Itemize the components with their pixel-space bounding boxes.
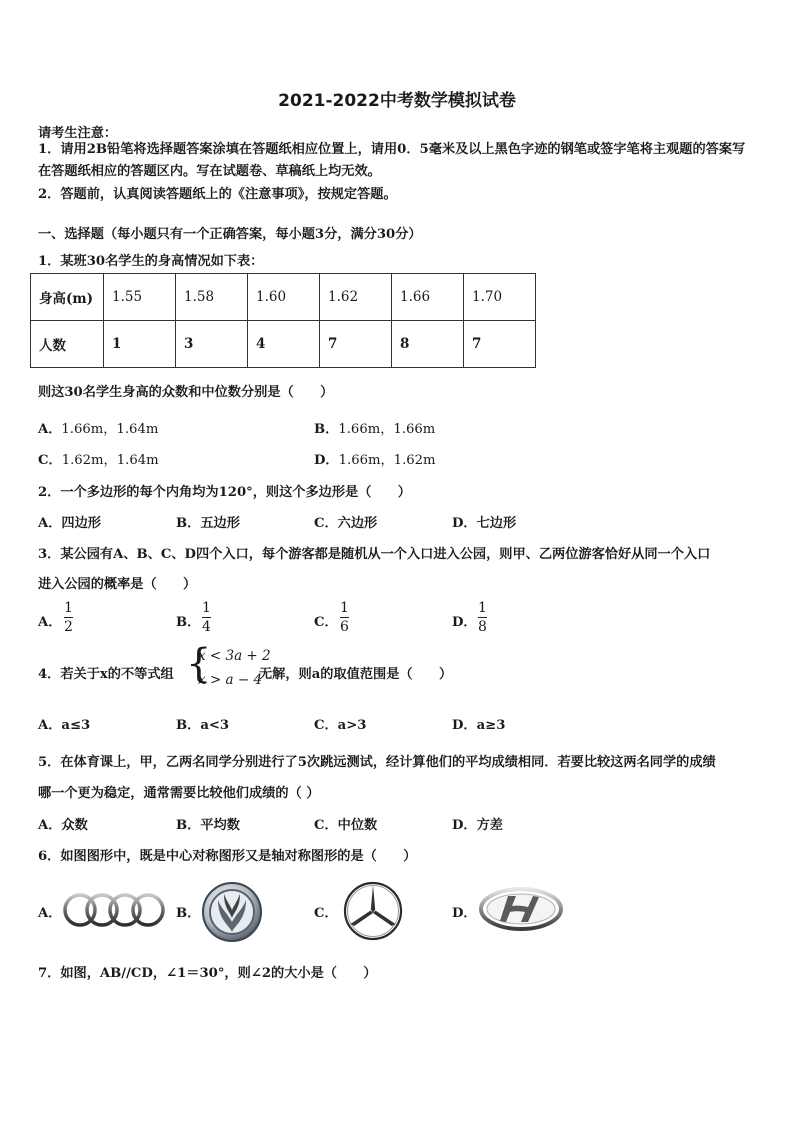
notice-header: 请考生注意： (38, 126, 118, 141)
notice-item-2: 2．答题前，认真阅读答题纸上的《注意事项》，按规定答题。 (38, 187, 397, 202)
q3-option-c-fraction (340, 600, 349, 635)
q5-option-c[interactable]: C．中位数 (314, 818, 378, 833)
q3-option-c-label[interactable]: C． (314, 615, 338, 630)
q3-stem-line-1: 3．某公园有A、B、C、D四个入口，每个游客都是随机从一个入口进入公园，则甲、乙两位游客恰好从同一个入口 (38, 547, 711, 562)
fraction-denominator: 6 (340, 619, 349, 635)
q3-option-d-fraction (478, 600, 487, 635)
q1-question: 则这30名学生身高的众数和中位数分别是（ ） (38, 385, 334, 400)
q1-stem: 1．某班30名学生的身高情况如下表： (38, 254, 264, 269)
inequality-1: x < 3a + 2 (198, 648, 271, 664)
page-title: 2021-2022中考数学模拟试卷 (278, 91, 516, 111)
table-row-label: 人数 (31, 321, 104, 368)
hyundai-h-logo-icon[interactable] (478, 886, 564, 932)
fraction-denominator: 4 (202, 619, 211, 635)
option-text: 1.66m，1.66m (338, 422, 436, 437)
q5-stem-line-2: 哪一个更为稳定，通常需要比较他们成绩的（ ） (38, 786, 320, 801)
fraction-numerator: 1 (202, 600, 211, 616)
q3-option-d-label[interactable]: D． (452, 615, 477, 630)
q2-option-a[interactable]: A．四边形 (38, 516, 101, 531)
table-cell: 1.58 (176, 274, 248, 321)
q6-stem: 6．如图图形中，既是中心对称图形又是轴对称图形的是（ ） (38, 849, 417, 864)
q2-stem: 2．一个多边形的每个内角均为120°，则这个多边形是（ ） (38, 485, 411, 500)
four-rings-logo-icon[interactable] (62, 890, 166, 930)
table-cell: 7 (320, 321, 392, 368)
inequality-2: x > a − 4 (198, 672, 263, 688)
q3-stem-line-2: 进入公园的概率是（ ） (38, 577, 197, 592)
table-row (31, 274, 536, 321)
fraction-numerator: 1 (478, 600, 487, 616)
q2-option-c[interactable]: C．六边形 (314, 516, 378, 531)
q4-stem-suffix: 无解，则a的取值范围是（ ） (259, 667, 453, 682)
q6-option-d-label[interactable]: D． (452, 906, 477, 921)
option-text: 1.62m，1.64m (61, 453, 159, 468)
table-cell: 8 (392, 321, 464, 368)
q4-option-a[interactable]: A．a≤3 (38, 718, 91, 733)
q7-stem: 7．如图，AB//CD，∠1＝30°，则∠2的大小是（ ） (38, 966, 377, 981)
three-pointed-star-logo-icon[interactable] (342, 880, 404, 942)
q1-option-d[interactable] (314, 449, 436, 468)
q5-option-b[interactable]: B．平均数 (176, 818, 240, 833)
table-cell: 1.60 (248, 274, 320, 321)
q1-option-b[interactable] (314, 418, 435, 437)
table-cell: 1.66 (392, 274, 464, 321)
q2-option-d[interactable]: D．七边形 (452, 516, 517, 531)
q4-option-b[interactable]: B．a<3 (176, 718, 230, 733)
q3-option-a-fraction (64, 600, 73, 635)
dongfeng-logo-icon[interactable] (200, 880, 264, 944)
option-label: A． (38, 422, 62, 437)
table-cell: 1.70 (464, 274, 536, 321)
q6-option-c-label[interactable]: C． (314, 906, 338, 921)
q4-option-c[interactable]: C．a>3 (314, 718, 367, 733)
fraction-numerator: 1 (340, 600, 349, 616)
q1-option-c[interactable] (38, 449, 159, 468)
q1-option-a[interactable] (38, 418, 158, 437)
option-label: D． (314, 453, 339, 468)
q6-option-a-label[interactable]: A． (38, 906, 62, 921)
table-cell: 1.62 (320, 274, 392, 321)
q3-option-a-label[interactable]: A． (38, 615, 62, 630)
height-table (30, 273, 536, 368)
table-cell: 7 (464, 321, 536, 368)
notice-item-1: 1．请用2B铅笔将选择题答案涂填在答题纸相应位置上，请用0．5毫米及以上黑色字迹的钢笔或签字笔将主观题的答案写在答题纸相应的答题区内。写在试题卷、草稿纸上均无效。 (38, 142, 746, 179)
option-label: C． (38, 453, 62, 468)
option-label: B． (314, 422, 339, 437)
option-text: 1.66m，1.64m (61, 422, 159, 437)
table-cell: 3 (176, 321, 248, 368)
table-cell: 1.55 (104, 274, 176, 321)
fraction-denominator: 2 (64, 619, 73, 635)
section-heading: 一、选择题（每小题只有一个正确答案，每小题3分，满分30分） (38, 227, 422, 242)
q4-stem-prefix: 4．若关于x的不等式组 (38, 667, 174, 682)
option-text: 1.66m，1.62m (338, 453, 436, 468)
q5-stem-line-1: 5．在体育课上，甲，乙两名同学分别进行了5次跳远测试，经计算他们的平均成绩相同．若要比较这两名同学的成绩 (38, 755, 716, 770)
q2-option-b[interactable]: B．五边形 (176, 516, 240, 531)
table-cell: 4 (248, 321, 320, 368)
fraction-denominator: 8 (478, 619, 487, 635)
fraction-numerator: 1 (64, 600, 73, 616)
q4-option-d[interactable]: D．a≥3 (452, 718, 506, 733)
q3-option-b-fraction (202, 600, 211, 635)
table-cell: 1 (104, 321, 176, 368)
table-row-label: 身高(m) (31, 274, 104, 321)
q5-option-d[interactable]: D．方差 (452, 818, 503, 833)
left-brace: { (186, 641, 212, 687)
table-row (31, 321, 536, 368)
q6-option-b-label[interactable]: B． (176, 906, 201, 921)
q3-option-b-label[interactable]: B． (176, 615, 201, 630)
q5-option-a[interactable]: A．众数 (38, 818, 88, 833)
